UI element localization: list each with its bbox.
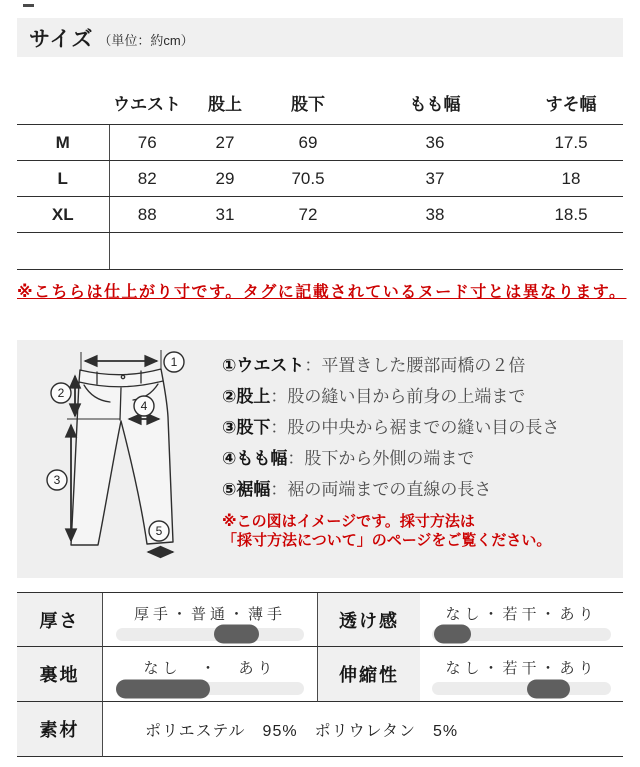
lining-scale: なし ・ あり xyxy=(143,660,277,677)
diagram-note xyxy=(222,512,617,550)
size-row-xl xyxy=(17,197,623,233)
size-cell: 37 xyxy=(351,161,519,197)
badge-1: 1 xyxy=(170,355,178,369)
size-cell: 29 xyxy=(185,161,265,197)
definition-term: ③股下 xyxy=(222,418,271,437)
size-cell: 82 xyxy=(109,161,185,197)
size-cell: 70.5 xyxy=(265,161,351,197)
size-cell: 18.5 xyxy=(519,197,623,233)
size-section-header xyxy=(17,18,623,57)
measurement-definitions xyxy=(222,340,623,578)
measurement-diagram-panel xyxy=(17,340,623,578)
pants-diagram-icon xyxy=(17,340,222,578)
material-value: ポリエステル 95% ポリウレタン 5% xyxy=(103,702,623,757)
definition-term: ④もも幅 xyxy=(222,449,288,468)
decorative-dash xyxy=(23,4,34,7)
size-table-header-row xyxy=(17,86,623,125)
definition-desc: ：股の縫い目から前身の上端まで xyxy=(270,387,526,406)
badge-4: 4 xyxy=(140,399,148,413)
sheerness-cell xyxy=(420,593,623,647)
thickness-track xyxy=(116,628,304,641)
thickness-cell xyxy=(103,593,318,647)
stretch-cell xyxy=(420,647,623,702)
size-cell: 31 xyxy=(185,197,265,233)
definition-item xyxy=(222,474,617,505)
definition-desc: ：股の中央から裾までの縫い目の長さ xyxy=(270,418,560,437)
definition-item xyxy=(222,443,617,474)
sheerness-scale: なし・若干・あり xyxy=(445,605,598,623)
fabric-spec-table xyxy=(17,592,623,757)
size-cell-empty xyxy=(109,233,623,270)
spec-label-thickness: 厚さ xyxy=(17,593,103,647)
size-row-l xyxy=(17,161,623,197)
badge-2: 2 xyxy=(57,386,65,400)
definition-desc: ：平置きした腰部両橋の２倍 xyxy=(304,356,526,375)
definition-term: ⑤裾幅 xyxy=(222,480,271,499)
size-label: L xyxy=(17,161,109,197)
stretch-scale: なし・若干・あり xyxy=(445,660,598,677)
definition-desc: ：裾の両端までの直線の長さ xyxy=(270,480,492,499)
size-cell: 88 xyxy=(109,197,185,233)
diagram-note-line1: ※この図はイメージです。採寸方法は xyxy=(222,513,475,530)
definition-desc: ：股下から外側の端まで xyxy=(287,449,475,468)
thickness-scale: 厚手・普通・薄手 xyxy=(133,605,286,623)
size-row-empty xyxy=(17,233,623,270)
diagram-note-line2: 「採寸方法について」のページをご覧ください。 xyxy=(222,532,552,549)
size-cell: 69 xyxy=(265,125,351,161)
col-header-inseam: 股下 xyxy=(265,86,351,125)
sheerness-indicator xyxy=(434,625,472,644)
size-table-wrap xyxy=(17,86,623,270)
size-table xyxy=(17,86,623,270)
pants-outline xyxy=(71,369,173,545)
size-label xyxy=(17,233,109,270)
unit-label: （単位：約cm） xyxy=(98,32,194,48)
lining-track xyxy=(116,682,304,695)
lining-cell xyxy=(103,647,318,702)
definition-item xyxy=(222,412,617,443)
sheerness-track xyxy=(432,628,611,641)
definition-item xyxy=(222,350,617,381)
spec-label-lining: 裏地 xyxy=(17,647,103,702)
stretch-track xyxy=(432,682,611,695)
spec-label-material: 素材 xyxy=(17,702,103,757)
size-cell: 36 xyxy=(351,125,519,161)
col-header-rise: 股上 xyxy=(185,86,265,125)
definition-item xyxy=(222,381,617,412)
spec-label-stretch: 伸縮性 xyxy=(318,647,420,702)
thickness-indicator xyxy=(214,625,259,644)
badge-5: 5 xyxy=(155,524,163,538)
size-row-m xyxy=(17,125,623,161)
size-cell: 72 xyxy=(265,197,351,233)
page-title: サイズ xyxy=(29,27,94,51)
finish-note-text: ※こちらは仕上がり寸です。タグに記載されているヌード寸とは異なります。 xyxy=(17,284,627,301)
definition-term: ②股上 xyxy=(222,387,271,406)
size-label: M xyxy=(17,125,109,161)
size-cell: 17.5 xyxy=(519,125,623,161)
col-header-waist: ウエスト xyxy=(109,86,185,125)
size-cell: 38 xyxy=(351,197,519,233)
size-label: XL xyxy=(17,197,109,233)
stretch-indicator xyxy=(527,679,570,698)
definition-term: ①ウエスト xyxy=(222,356,305,375)
spec-label-sheerness: 透け感 xyxy=(318,593,420,647)
size-cell: 76 xyxy=(109,125,185,161)
size-cell: 18 xyxy=(519,161,623,197)
lining-indicator xyxy=(116,679,210,698)
badge-3: 3 xyxy=(53,473,61,487)
size-cell: 27 xyxy=(185,125,265,161)
corner-cell xyxy=(17,86,109,125)
col-header-hem: すそ幅 xyxy=(519,86,623,125)
col-header-thigh: もも幅 xyxy=(351,86,519,125)
